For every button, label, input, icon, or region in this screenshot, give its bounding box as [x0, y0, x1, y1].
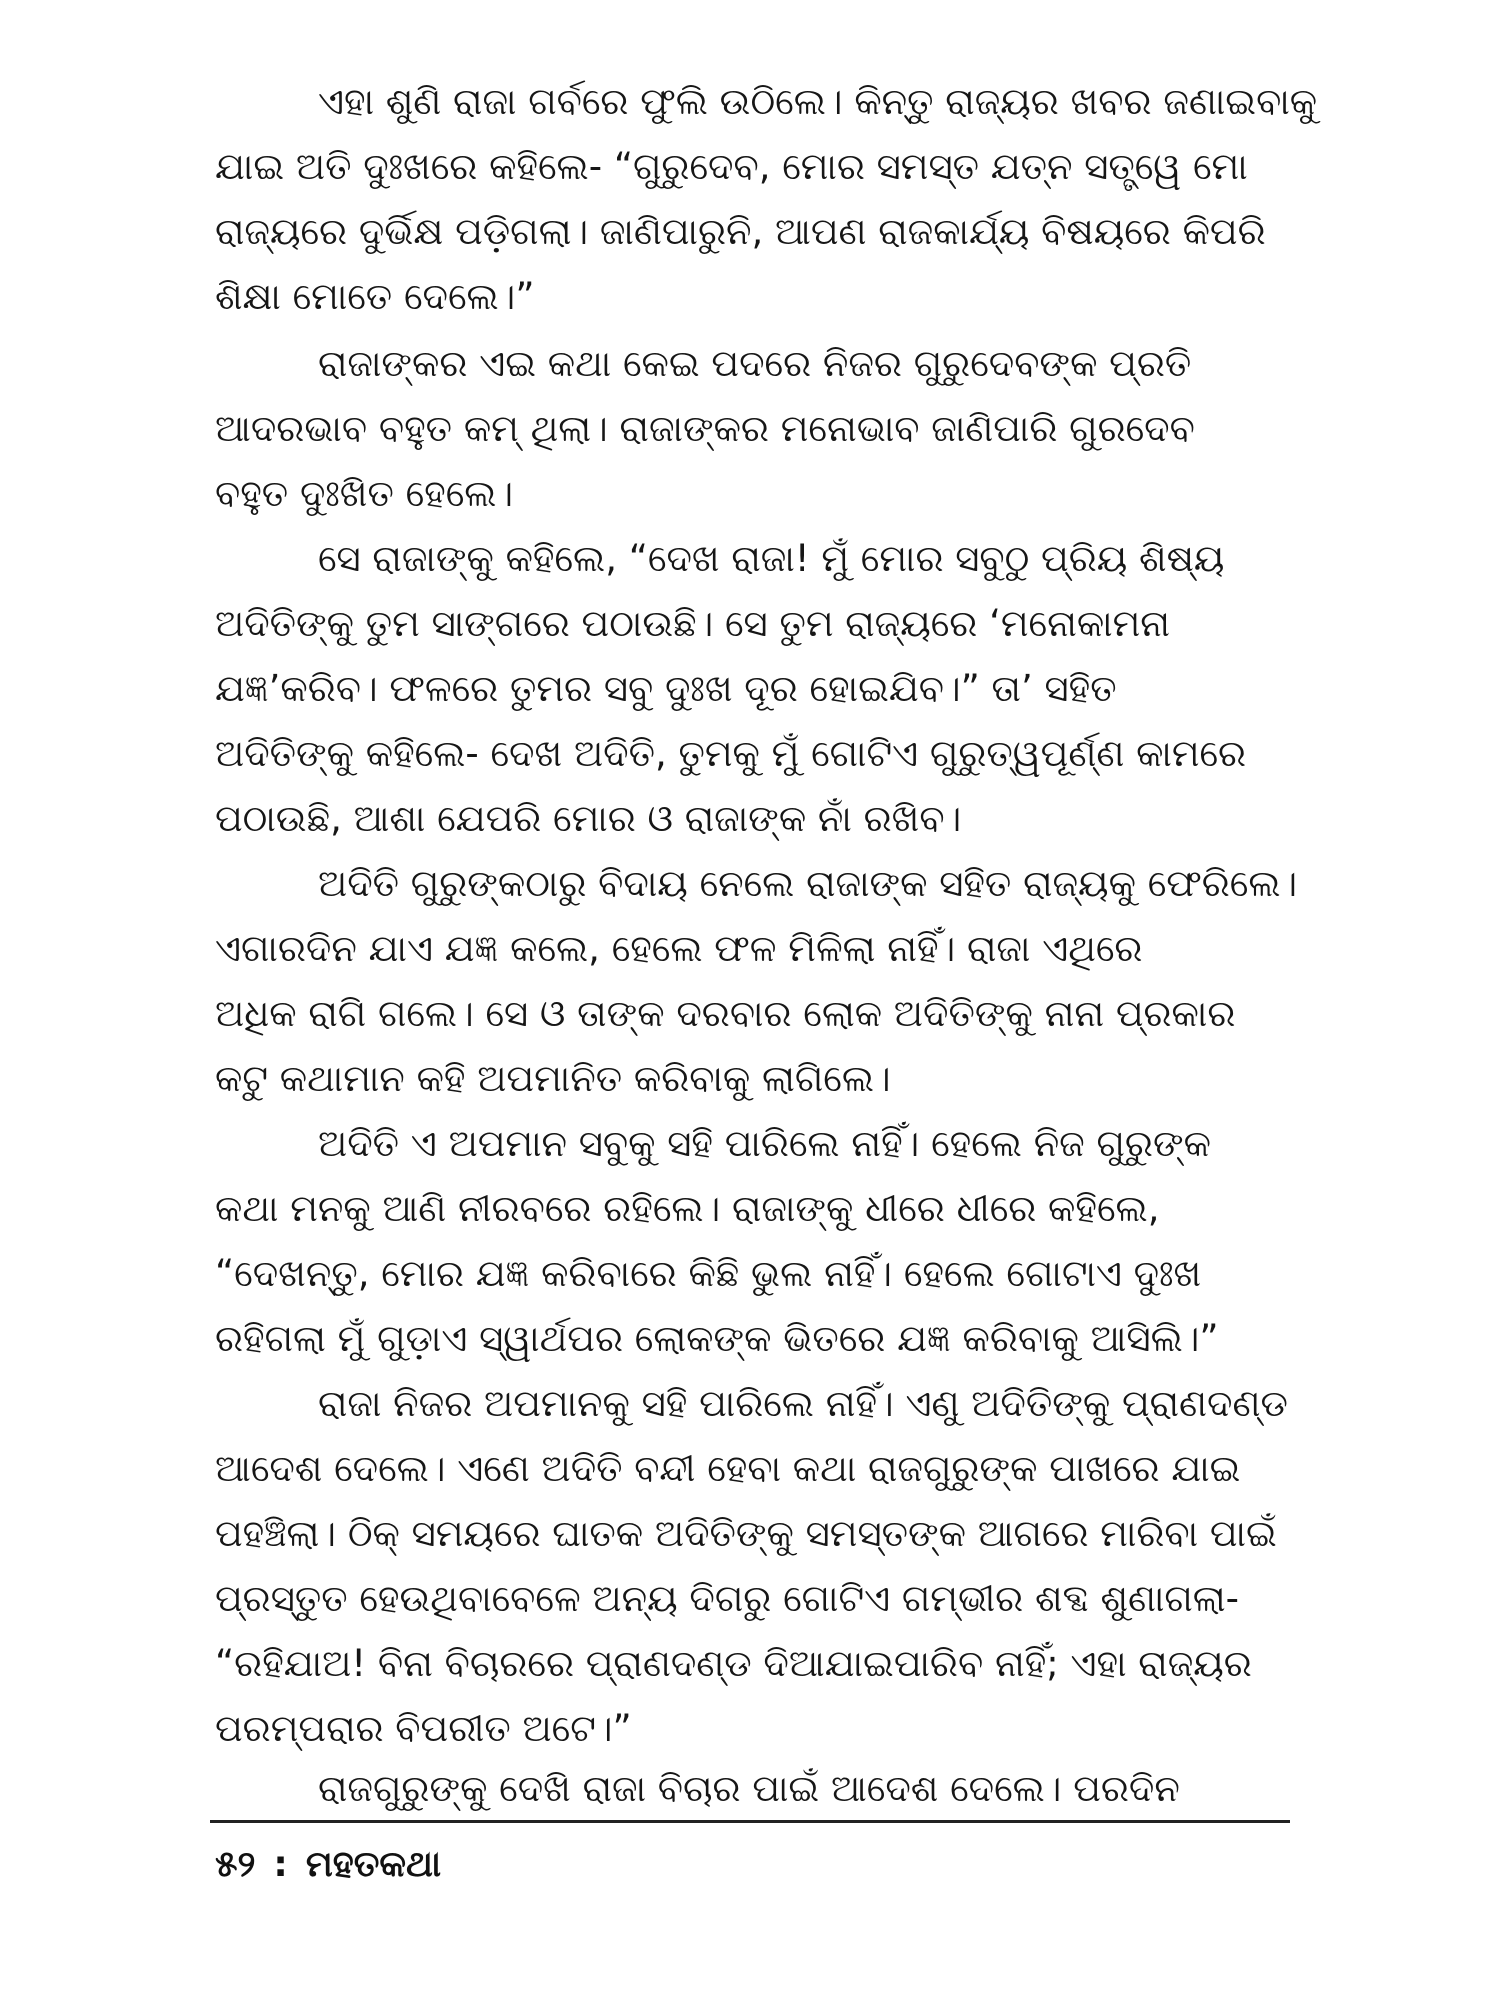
text-line: “ରହିଯାଅ! ବିନା ବିଚାରରେ ପ୍ରାଣଦଣ୍ଡ ଦିଆଯାଇପାରିବ ନାହିଁ; ଏହା ରାଜ୍ୟର	[215, 1642, 1252, 1685]
book-title: ମହତକଥା	[305, 1844, 442, 1885]
text-line: “ଦେଖନ୍ତୁ, ମୋର ଯଜ୍ଞ କରିବାରେ କିଛି ଭୁଲ ନାହିଁ। ହେଲେ ଗୋଟାଏ ଦୁଃଖ	[215, 1252, 1202, 1295]
text-line: ପଠାଉଛି, ଆଶା ଯେପରି ମୋର ଓ ରାଜାଙ୍କ ନାଁ ରଖିବ।	[215, 797, 962, 840]
text-line: ଏଗାରଦିନ ଯାଏ ଯଜ୍ଞ କଲେ, ହେଲେ ଫଳ ମିଳିଲା ନାହିଁ। ରାଜା ଏଥିରେ	[215, 927, 1143, 970]
text-line: ଆଦରଭାବ ବହୁତ କମ୍ ଥିଲା। ରାଜାଙ୍କର ମନୋଭାବ ଜାଣିପାରି ଗୁରଦେବ	[215, 407, 1195, 450]
text-line: ଯଜ୍ଞ’କରିବ। ଫଳରେ ତୁମର ସବୁ ଦୁଃଖ ଦୂର ହୋଇଯିବ।” ତା’ ସହିତ	[215, 667, 1117, 710]
text-line: ଆଦେଶ ଦେଲେ। ଏଣେ ଅଦିତି ବନ୍ଦୀ ହେବା କଥା ରାଜଗୁରୁଙ୍କ ପାଖରେ ଯାଇ	[215, 1447, 1241, 1490]
text-line: ରାଜଗୁରୁଙ୍କୁ ଦେଖି ରାଜା ବିଚାର ପାଇଁ ଆଦେଶ ଦେଲେ। ପରଦିନ	[318, 1767, 1180, 1810]
text-line: ରାଜାଙ୍କର ଏଇ କଥା କେଇ ପଦରେ ନିଜର ଗୁରୁଦେବଙ୍କ ପ୍ରତି	[318, 342, 1192, 385]
footer-divider	[210, 1820, 1290, 1823]
text-line: ଯାଇ ଅତି ଦୁଃଖରେ କହିଲେ- “ଗୁରୁଦେବ, ମୋର ସମସ୍ତ ଯତ୍ନ ସତ୍ତ୍ୱେ ମୋ	[215, 145, 1248, 188]
text-line: ରହିଗଲା ମୁଁ ଗୁଡ଼ାଏ ସ୍ୱାର୍ଥପର ଲୋକଙ୍କ ଭିତରେ ଯଜ୍ଞ କରିବାକୁ ଆସିଲି।”	[215, 1317, 1219, 1360]
text-line: ଅଦିତିଙ୍କୁ ତୁମ ସାଙ୍ଗରେ ପଠାଉଛି। ସେ ତୁମ ରାଜ୍ୟରେ ‘ମନୋକାମନା	[215, 602, 1171, 645]
text-line: ସେ ରାଜାଙ୍କୁ କହିଲେ, “ଦେଖ ରାଜା! ମୁଁ ମୋର ସବୁଠୁ ପ୍ରିୟ ଶିଷ୍ୟ	[318, 537, 1225, 580]
text-line: କଥା ମନକୁ ଆଣି ନୀରବରେ ରହିଲେ। ରାଜାଙ୍କୁ ଧୀରେ ଧୀରେ କହିଲେ,	[215, 1187, 1160, 1230]
footer-separator: :	[273, 1844, 288, 1885]
text-line: ଅଦିତି ଏ ଅପମାନ ସବୁକୁ ସହି ପାରିଲେ ନାହିଁ। ହେଲେ ନିଜ ଗୁରୁଙ୍କ	[318, 1122, 1211, 1165]
text-line: ଅଧିକ ରାଗି ଗଲେ। ସେ ଓ ତାଙ୍କ ଦରବାର ଲୋକ ଅଦିତିଙ୍କୁ ନାନା ପ୍ରକାର	[215, 992, 1236, 1035]
text-line: ଅଦିତି ଗୁରୁଙ୍କଠାରୁ ବିଦାୟ ନେଲେ ରାଜାଙ୍କ ସହିତ ରାଜ୍ୟକୁ ଫେରିଲେ।	[318, 862, 1298, 905]
text-line: ପରମ୍ପରାର ବିପରୀତ ଅଟେ।”	[215, 1707, 632, 1750]
text-line: ପହଞ୍ଚିଲା। ଠିକ୍ ସମୟରେ ଘାତକ ଅଦିତିଙ୍କୁ ସମସ୍ତଙ୍କ ଆଗରେ ମାରିବା ପାଇଁ	[215, 1512, 1277, 1555]
text-line: ଶିକ୍ଷା ମୋତେ ଦେଲେ।”	[215, 275, 535, 318]
text-line: ବହୁତ ଦୁଃଖିତ ହେଲେ।	[215, 472, 514, 515]
text-line: ରାଜା ନିଜର ଅପମାନକୁ ସହି ପାରିଲେ ନାହିଁ। ଏଣୁ ଅଦିତିଙ୍କୁ ପ୍ରାଣଦଣ୍ଡ	[318, 1382, 1288, 1425]
page-number: ୫୨	[215, 1844, 256, 1885]
page-footer	[215, 1842, 441, 1888]
text-line: ରାଜ୍ୟରେ ଦୁର୍ଭିକ୍ଷ ପଡ଼ିଗଲା। ଜାଣିପାରୁନି, ଆପଣ ରାଜକାର୍ଯ୍ୟ ବିଷୟରେ କିପରି	[215, 210, 1266, 253]
text-line: କଟୁ କଥାମାନ କହି ଅପମାନିତ କରିବାକୁ ଲାଗିଲେ।	[215, 1057, 891, 1100]
text-line: ପ୍ରସ୍ତୁତ ହେଉଥିବାବେଳେ ଅନ୍ୟ ଦିଗରୁ ଗୋଟିଏ ଗମ୍ଭୀର ଶବ୍ଦ ଶୁଣାଗଲା-	[215, 1577, 1240, 1620]
text-line: ଏହା ଶୁଣି ରାଜା ଗର୍ବରେ ଫୁଲି ଉଠିଲେ। କିନ୍ତୁ ରାଜ୍ୟର ଖବର ଜଣାଇବାକୁ	[318, 80, 1318, 123]
text-line: ଅଦିତିଙ୍କୁ କହିଲେ- ଦେଖ ଅଦିତି, ତୁମକୁ ମୁଁ ଗୋଟିଏ ଗୁରୁତ୍ୱପୂର୍ଣ୍ଣ କାମରେ	[215, 732, 1247, 775]
